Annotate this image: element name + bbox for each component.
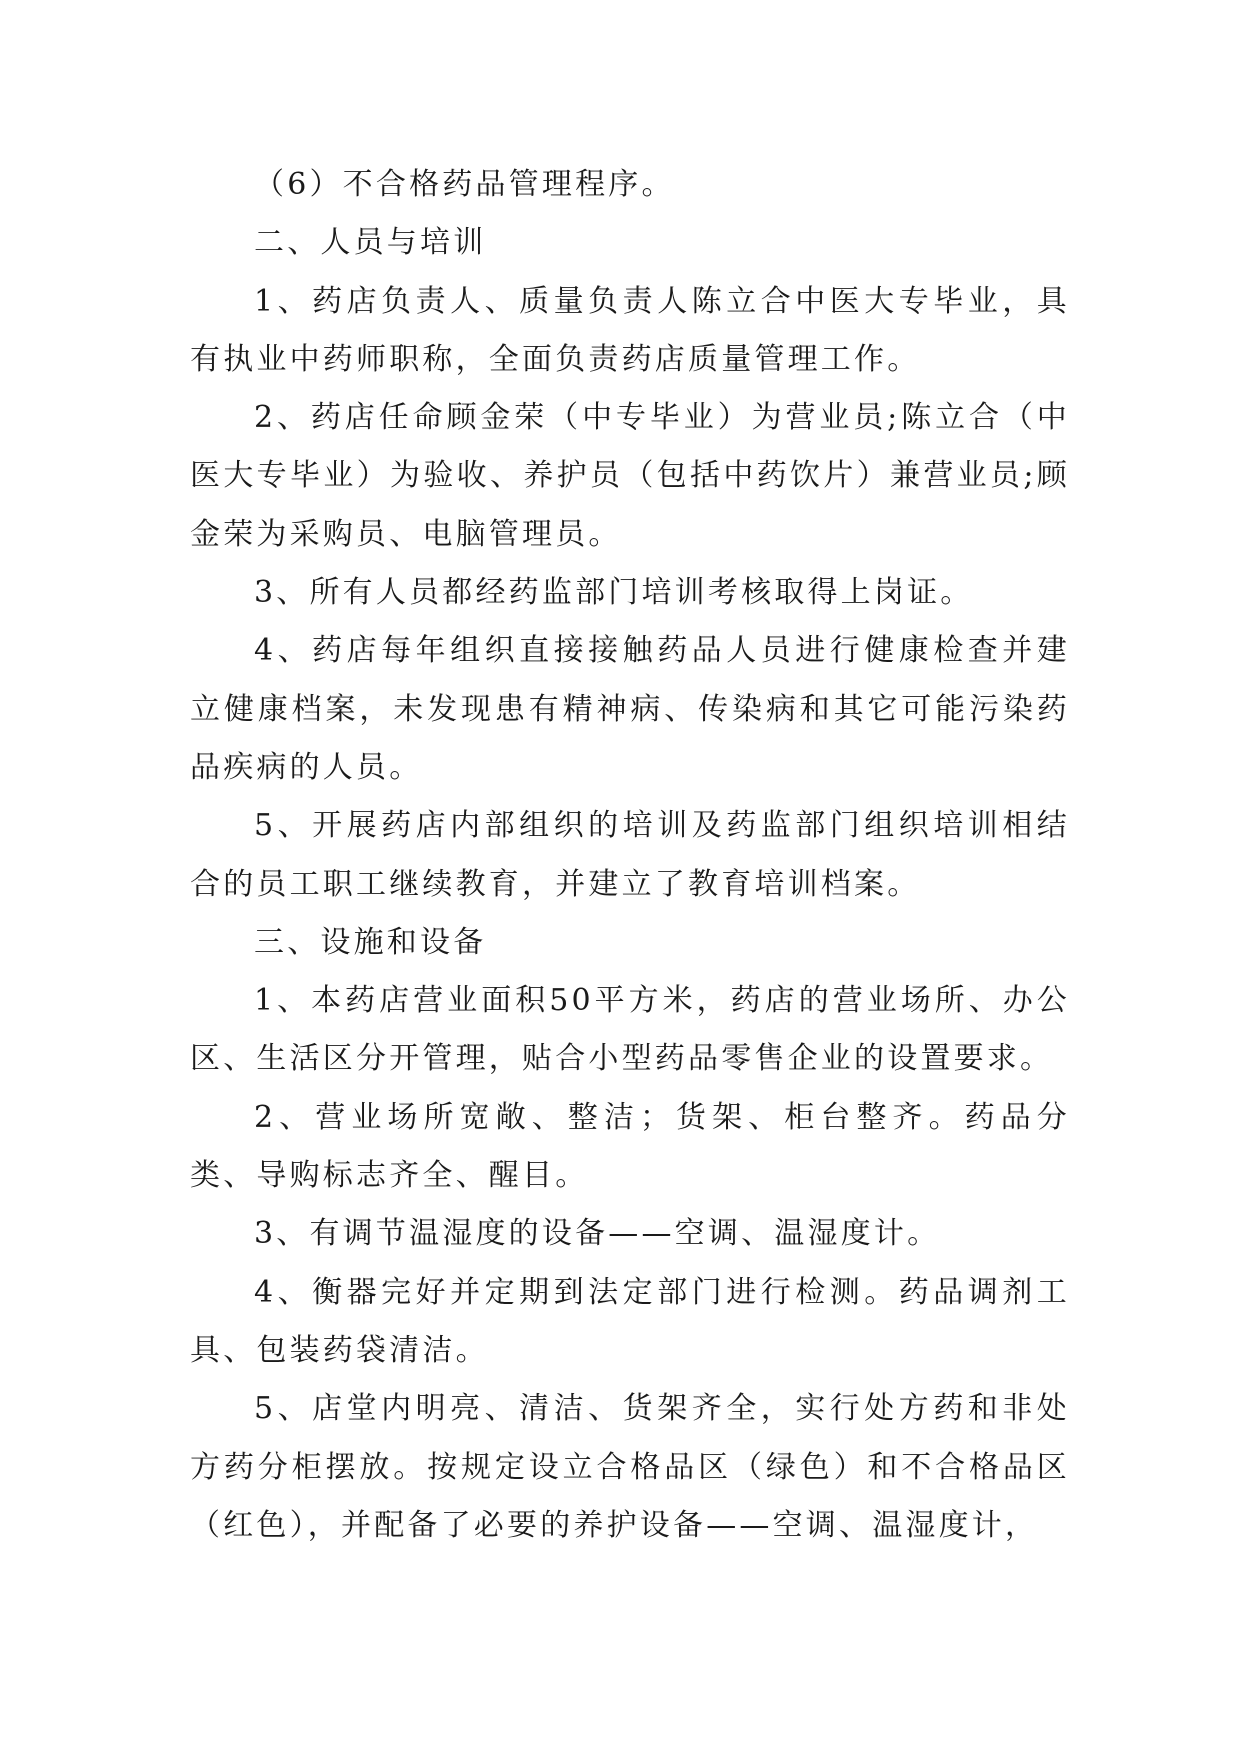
document-body bbox=[190, 156, 1070, 1555]
paragraph-personnel-2: 2、药店任命顾金荣（中专毕业）为营业员;陈立合（中医大专毕业）为验收、养护员（包括中药饮片）兼营业员;顾金荣为采购员、电脑管理员。 bbox=[190, 400, 1070, 552]
paragraph-item-6-procedure: （6）不合格药品管理程序。 bbox=[254, 167, 675, 202]
paragraph-facilities-1: 1、本药店营业面积50平方米，药店的营业场所、办公区、生活区分开管理，贴合小型药品零售企业的设置要求。 bbox=[190, 983, 1070, 1077]
paragraph-personnel-4: 4、药店每年组织直接接触药品人员进行健康检查并建立健康档案，未发现患有精神病、传染病和其它可能污染药品疾病的人员。 bbox=[190, 633, 1070, 785]
section-heading-personnel-training: 二、人员与培训 bbox=[254, 225, 487, 261]
paragraph-personnel-1: 1、药店负责人、质量负责人陈立合中医大专毕业，具有执业中药师职称，全面负责药店质量管理工作。 bbox=[190, 283, 1070, 377]
paragraph-facilities-4: 4、衡器完好并定期到法定部门进行检测。药品调剂工具、包装药袋清洁。 bbox=[190, 1274, 1070, 1368]
paragraph-personnel-5: 5、开展药店内部组织的培训及药监部门组织培训相结合的员工职工继续教育，并建立了教育培训档案。 bbox=[190, 808, 1070, 902]
section-heading-facilities-equipment: 三、设施和设备 bbox=[254, 924, 487, 960]
paragraph-personnel-3: 3、所有人员都经药监部门培训考核取得上岗证。 bbox=[254, 575, 974, 611]
paragraph-facilities-2: 2、营业场所宽敞、整洁；货架、柜台整齐。药品分类、导购标志齐全、醒目。 bbox=[190, 1099, 1070, 1194]
paragraph-facilities-3: 3、有调节温湿度的设备——空调、温湿度计。 bbox=[254, 1216, 941, 1252]
paragraph-facilities-5: 5、店堂内明亮、清洁、货架齐全，实行处方药和非处方药分柜摆放。按规定设立合格品区（绿色）和不合格品区（红色），并配备了必要的养护设备——空调、温湿度计， bbox=[190, 1391, 1070, 1543]
